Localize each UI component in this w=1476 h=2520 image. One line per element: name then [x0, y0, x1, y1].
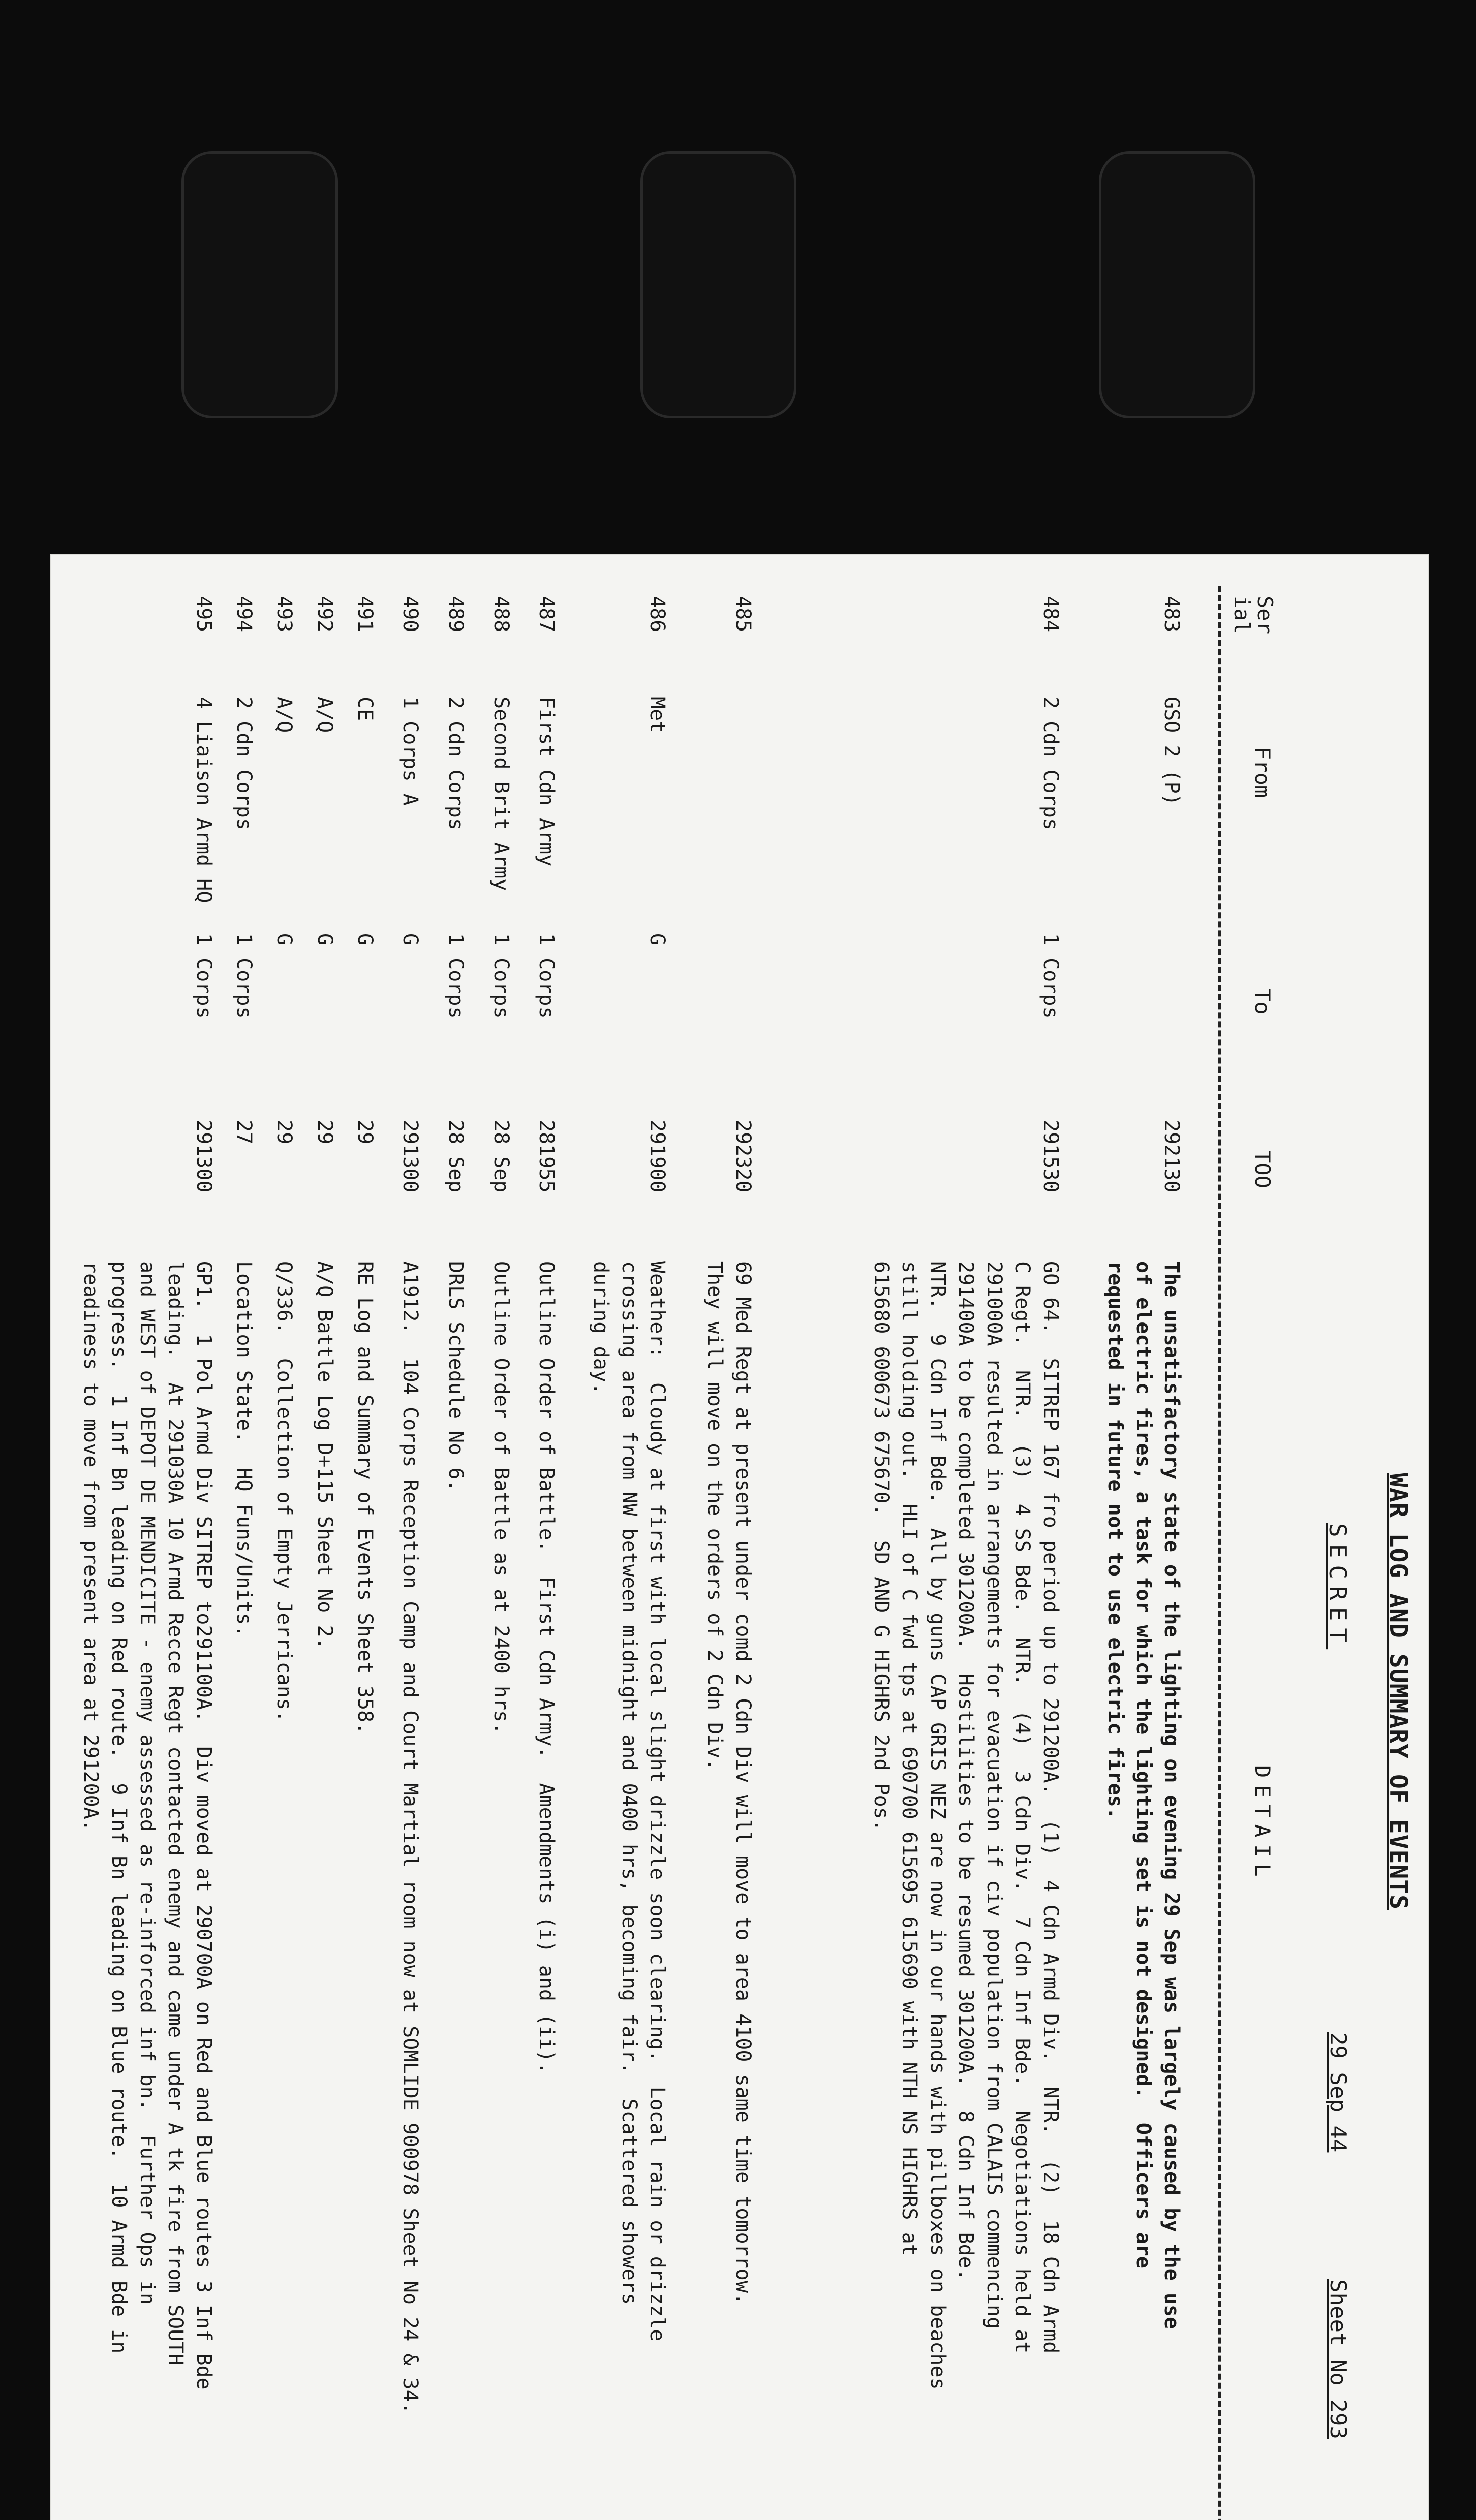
entry-time-of-origin: 29 [273, 1120, 296, 1145]
entry-detail-line: readiness to move from present area at 291200A. [79, 1261, 102, 1832]
entry-detail-line: Outline Order of Battle. First Cdn Army. Amendments (i) and (ii). [535, 1261, 558, 2074]
column-header-to: To [1250, 989, 1275, 1015]
entry-time-of-origin: 292320 [731, 1120, 755, 1193]
entry-detail-line: leading. At 291030A 10 Armd Recce Regt contacted enemy and came under A tk fire from SOUTH [164, 1261, 187, 2366]
entry-serial: 486 [646, 596, 669, 633]
entry-time-of-origin: 291900 [646, 1120, 669, 1193]
entry-to: 1 Corps [535, 933, 558, 1019]
entry-serial: 485 [731, 596, 755, 633]
entry-serial: 491 [353, 596, 377, 633]
entry-serial: 494 [232, 596, 256, 633]
entry-serial: 488 [489, 596, 513, 633]
entry-detail-line: Outline Order of Battle as at 2400 hrs. [489, 1261, 513, 1735]
entry-detail-line: Q/336. Collection of Empty Jerricans. [273, 1261, 296, 1723]
entry-detail [311, 1261, 339, 2520]
entry-detail-line: RE Log and Summary of Events Sheet 358. [353, 1261, 377, 1735]
entry-to: 1 Corps [192, 933, 215, 1019]
column-header-serial: Ser ial [1229, 596, 1277, 634]
entry-detail [230, 1261, 258, 2520]
entry-detail-line: still holding out. HLI of C fwd tps at 690700 615695 615690 with NTH NS HIGHRS at [898, 1261, 921, 2256]
entry-serial: 495 [192, 596, 215, 633]
header-divider [1218, 586, 1221, 2520]
entry-detail-line: Location State. HQ Funs/Units. [232, 1261, 256, 1637]
entry-from: A/Q [273, 697, 296, 733]
film-sprocket-hole [640, 151, 796, 418]
entry-detail-line: C Regt. NTR. (3) 4 SS Bde. NTR. (4) 3 Cdn Div. 7 Cdn Inf Bde. Negotiations held at [1011, 1261, 1034, 2354]
entry-detail-line: They will move on the orders of 2 Cdn Div. [703, 1261, 726, 1771]
entry-serial: 490 [399, 596, 422, 633]
entry-detail-line: A/Q Battle Log D+115 Sheet No 2. [313, 1261, 336, 1650]
entry-detail-line: and WEST of DEPOT DE MENDICITE - enemy assessed as re-inforced inf bn. Further Ops in [136, 1261, 159, 2305]
entry-detail-line: crossing area from NW between midnight and 0400 hrs, becoming fair. Scattered showers [618, 1261, 641, 2305]
entry-detail-line: 291400A to be completed 301200A. Hostilities to be resumed 301200A. 8 Cdn Inf Bde. [954, 1261, 977, 2281]
entry-detail-line: 69 Med Regt at present under comd 2 Cdn Div will move to area 4100 same time tomorrow. [731, 1261, 755, 2305]
entry-serial: 487 [535, 596, 558, 633]
entry-detail-line: progress. 1 Inf Bn leading on Red route. 9 Inf Bn leading on Blue route. 10 Armd Bde in [107, 1261, 131, 2354]
entry-detail-line: DRLS Schedule No 6. [444, 1261, 467, 1492]
entry-detail-line: NTR. 9 Cdn Inf Bde. All by guns CAP GRIS NEZ are now in our hands with pillboxes on beaches [926, 1261, 949, 2390]
entry-from: Met [646, 697, 669, 733]
column-header-from: From [1250, 747, 1275, 798]
entry-time-of-origin: 291300 [192, 1120, 215, 1193]
sheet-number: Sheet No 293 [1325, 2279, 1351, 2439]
document-page [50, 554, 1429, 2520]
classification-marking: SECRET [1324, 1523, 1351, 1650]
entry-from: 2 Cdn Corps [444, 697, 467, 830]
entry-time-of-origin: 292130 [1160, 1120, 1183, 1193]
entry-from: Second Brit Army [489, 697, 513, 891]
entry-detail-line: during day. [589, 1261, 612, 1395]
entry-to: 1 Corps [444, 933, 467, 1019]
entry-from: 1 Corps A [399, 697, 422, 806]
entry-detail-line: GP1. 1 Pol Armd Div SITREP to291100A. Div moved at 290700A on Red and Blue routes 3 Inf Bde [192, 1261, 215, 2390]
entry-detail [587, 1261, 671, 2520]
film-sprocket-hole [181, 151, 338, 418]
entry-time-of-origin: 281955 [535, 1120, 558, 1193]
entry-serial: 489 [444, 596, 467, 633]
entry-detail-line: Weather: Cloudy at first with local slight drizzle soon clearing. Local rain or drizzle [646, 1261, 669, 2342]
entry-detail [701, 1261, 757, 2520]
entry-detail [442, 1261, 470, 2520]
entry-from: First Cdn Army [535, 697, 558, 867]
entry-to: 1 Corps [232, 933, 256, 1019]
entry-to: 1 Corps [1039, 933, 1062, 1019]
entry-detail [270, 1261, 298, 2520]
entry-time-of-origin: 27 [232, 1120, 256, 1145]
entry-detail [77, 1261, 218, 2520]
entry-time-of-origin: 29 [353, 1120, 377, 1145]
entry-time-of-origin: 291300 [399, 1120, 422, 1193]
rotated-log-sheet [51, 555, 1428, 2520]
entry-serial: 484 [1039, 596, 1062, 633]
page-title: WAR LOG AND SUMMARY OF EVENTS [1384, 1473, 1412, 1910]
entry-detail-line: A1912. 104 Corps Reception Camp and Court Martial room now at SOMLIDE 900978 Sheet No 24 & 34. [399, 1261, 422, 2414]
column-header-detail: DETAIL [1250, 1765, 1275, 1884]
entry-detail [532, 1261, 561, 2520]
entry-detail [487, 1261, 515, 2520]
entry-from: 4 Liaison Armd HQ [192, 697, 215, 903]
entry-to: G [646, 933, 669, 946]
entry-detail [1101, 1261, 1186, 2520]
film-sprocket-hole [1099, 151, 1255, 418]
entry-detail [351, 1261, 379, 2520]
entry-serial: 483 [1160, 596, 1183, 633]
entry-to: G [313, 933, 336, 946]
entry-detail-line: The unsatisfactory state of the lighting on evening 29 Sep was largely caused by the use [1160, 1261, 1183, 2329]
entry-from: A/Q [313, 697, 336, 733]
entry-from: 2 Cdn Corps [1039, 697, 1062, 830]
entry-detail-line: GO 64. SITREP 167 fro period up to 291200A. (1) 4 Cdn Armd Div. NTR. (2) 18 Cdn Armd [1039, 1261, 1062, 2354]
entry-from: GSO 2 (P) [1160, 697, 1183, 806]
entry-detail [396, 1261, 424, 2520]
entry-detail-line: 291000A resulted in arrangements for evacuation if civ population from CALAIS commencing [982, 1261, 1006, 2329]
entry-to: 1 Corps [489, 933, 513, 1019]
entry-serial: 493 [273, 596, 296, 633]
entry-detail [867, 1261, 1065, 2520]
entry-from: CE [353, 697, 377, 721]
entry-time-of-origin: 29 [313, 1120, 336, 1145]
entry-time-of-origin: 291530 [1039, 1120, 1062, 1193]
column-header-too: TOO [1250, 1150, 1275, 1188]
entry-detail-line: 615680 600673 675670. SD AND G HIGHRS 2nd Pos. [870, 1261, 893, 1832]
entry-time-of-origin: 28 Sep [489, 1120, 513, 1193]
entry-to: G [273, 933, 296, 946]
entry-detail-line: of electric fires, a task for which the lighting set is not designed. Officers are [1132, 1261, 1155, 2269]
entry-detail-line: requested in future not to use electric fires. [1103, 1261, 1127, 1819]
entry-time-of-origin: 28 Sep [444, 1120, 467, 1193]
entry-to: G [399, 933, 422, 946]
entry-to: G [353, 933, 377, 946]
entry-from: 2 Cdn Corps [232, 697, 256, 830]
entry-serial: 492 [313, 596, 336, 633]
log-date: 29 Sep 44 [1325, 2032, 1351, 2153]
